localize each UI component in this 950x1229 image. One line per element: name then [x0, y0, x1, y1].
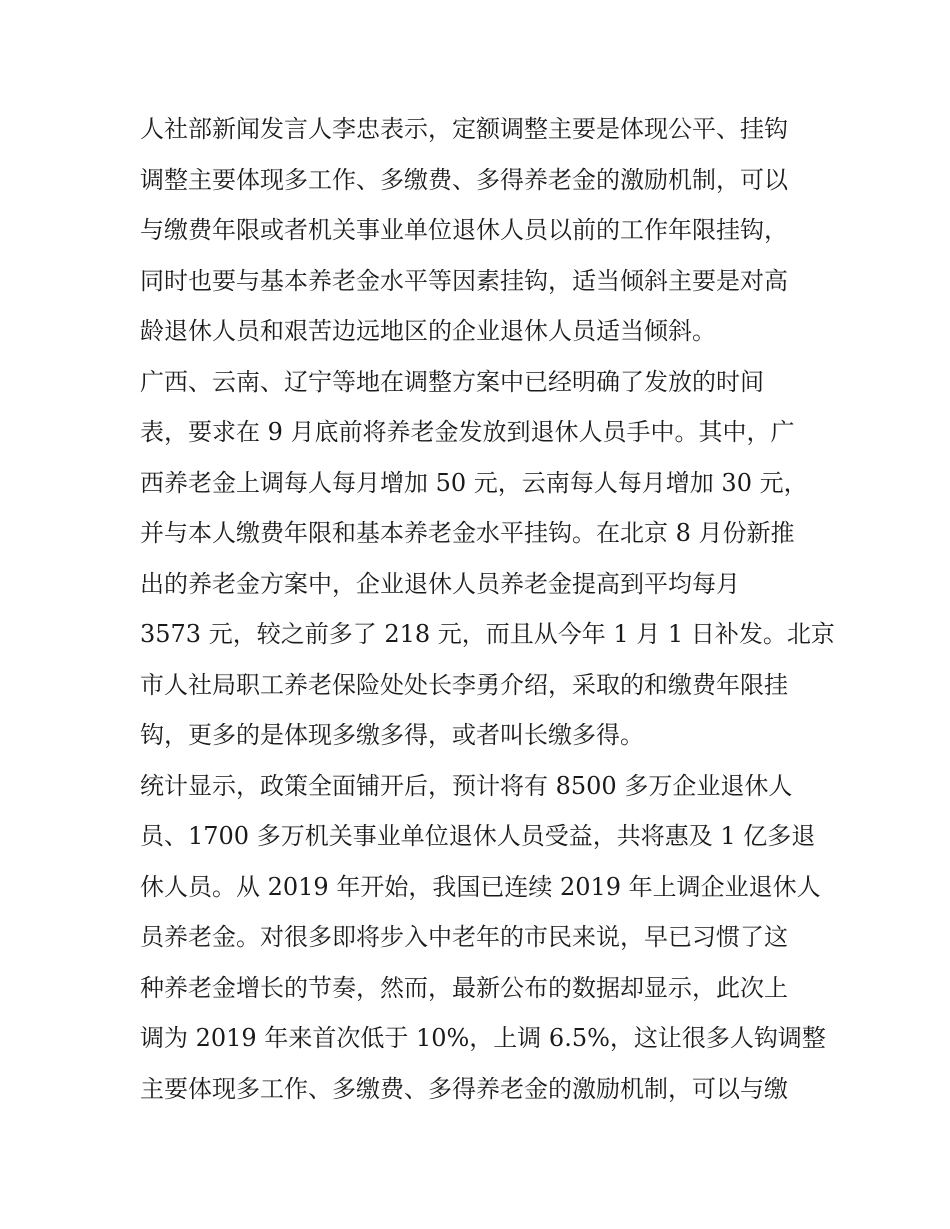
text-line: 员养老金。对很多即将步入中老年的市民来说，早已习惯了这 — [140, 923, 788, 951]
text-line: 主要体现多工作、多缴费、多得养老金的激励机制，可以与缴 — [140, 1074, 788, 1103]
text-line: 西养老金上调每人每月增加 50 元，云南每人每月增加 30 元， — [140, 468, 808, 497]
text-line: 钩，更多的是体现多缴多得，或者叫长缴多得。 — [140, 721, 644, 749]
text-line: 与缴费年限或者机关事业单位退休人员以前的工作年限挂钩， — [140, 216, 788, 244]
text-line: 调整主要体现多工作、多缴费、多得养老金的激励机制，可以 — [140, 165, 788, 194]
text-line: 表，要求在 9 月底前将养老金发放到退休人员手中。其中，广 — [140, 418, 795, 446]
text-line: 休人员。从 2019 年开始，我国已连续 2019 年上调企业退休人 — [140, 872, 821, 901]
text-line: 出的养老金方案中，企业退休人员养老金提高到平均每月 — [140, 569, 740, 598]
text-line: 调为 2019 年来首次低于 10%，上调 6.5%，这让很多人钩调整 — [140, 1024, 826, 1052]
document-body — [140, 104, 835, 1114]
text-line: 统计显示，政策全面铺开后，预计将有 8500 多万企业退休人 — [140, 771, 793, 800]
text-line: 并与本人缴费年限和基本养老金水平挂钩。在北京 8 月份新推 — [140, 519, 795, 547]
text-line: 同时也要与基本养老金水平等因素挂钩，适当倾斜主要是对高 — [140, 266, 788, 295]
text-line: 种养老金增长的节奏，然而，最新公布的数据却显示，此次上 — [140, 973, 788, 1002]
paragraph-1 — [140, 104, 820, 357]
text-line: 龄退休人员和艰苦边远地区的企业退休人员适当倾斜。 — [140, 317, 716, 345]
paragraph-2 — [140, 357, 835, 761]
paragraph-3 — [140, 761, 826, 1115]
text-line: 人社部新闻发言人李忠表示，定额调整主要是体现公平、挂钩 — [140, 115, 788, 143]
text-line: 3573 元，较之前多了 218 元，而且从今年 1 月 1 日补发。北京 — [140, 620, 835, 648]
text-line: 员、1700 多万机关事业单位退休人员受益，共将惠及 1 亿多退 — [140, 822, 816, 850]
text-line: 广西、云南、辽宁等地在调整方案中已经明确了发放的时间 — [140, 367, 764, 396]
text-line: 市人社局职工养老保险处处长李勇介绍，采取的和缴费年限挂 — [140, 670, 788, 699]
